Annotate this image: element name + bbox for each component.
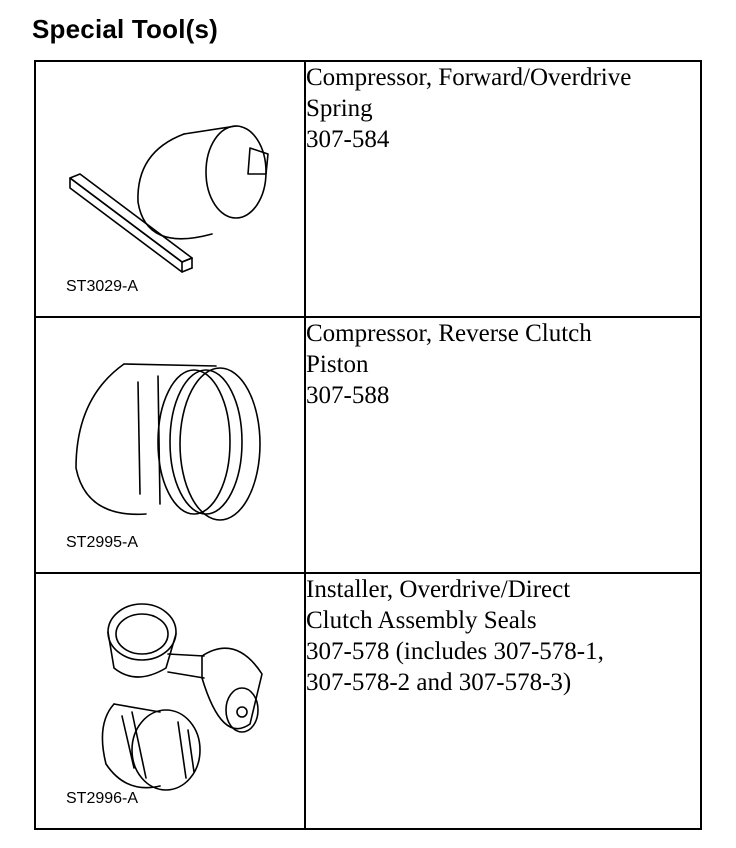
tool-number: 307-588 xyxy=(306,382,390,409)
tool-row xyxy=(35,573,701,829)
tool-name-line: Spring xyxy=(306,95,373,122)
tool-name-line: Installer, Overdrive/Direct xyxy=(306,576,571,603)
tool-row xyxy=(35,317,701,573)
tool-description-cell xyxy=(305,573,701,829)
tool-image-id: ST2995-A xyxy=(66,534,139,551)
tool-name-line: Clutch Assembly Seals xyxy=(306,607,537,634)
tool-description-cell xyxy=(305,317,701,573)
tool-name-line: Compressor, Forward/Overdrive xyxy=(306,64,632,91)
tool-illustration-cell xyxy=(35,317,305,573)
tool-number: 307-578-2 and 307-578-3) xyxy=(306,669,572,696)
tool-illustration-cell xyxy=(35,61,305,317)
tool-number: 307-578 (includes 307-578-1, xyxy=(306,638,604,665)
special-tools-table xyxy=(34,60,702,830)
tool-illustration-cell xyxy=(35,573,305,829)
page-title: Special Tool(s) xyxy=(32,14,218,44)
tool-name-line: Piston xyxy=(306,351,369,378)
tool-row xyxy=(35,61,701,317)
tool-name-line: Compressor, Reverse Clutch xyxy=(306,320,592,347)
tool-image-id: ST3029-A xyxy=(66,278,139,295)
tool-number: 307-584 xyxy=(306,126,390,153)
tool-description-cell xyxy=(305,61,701,317)
tool-image-id: ST2996-A xyxy=(66,790,139,807)
